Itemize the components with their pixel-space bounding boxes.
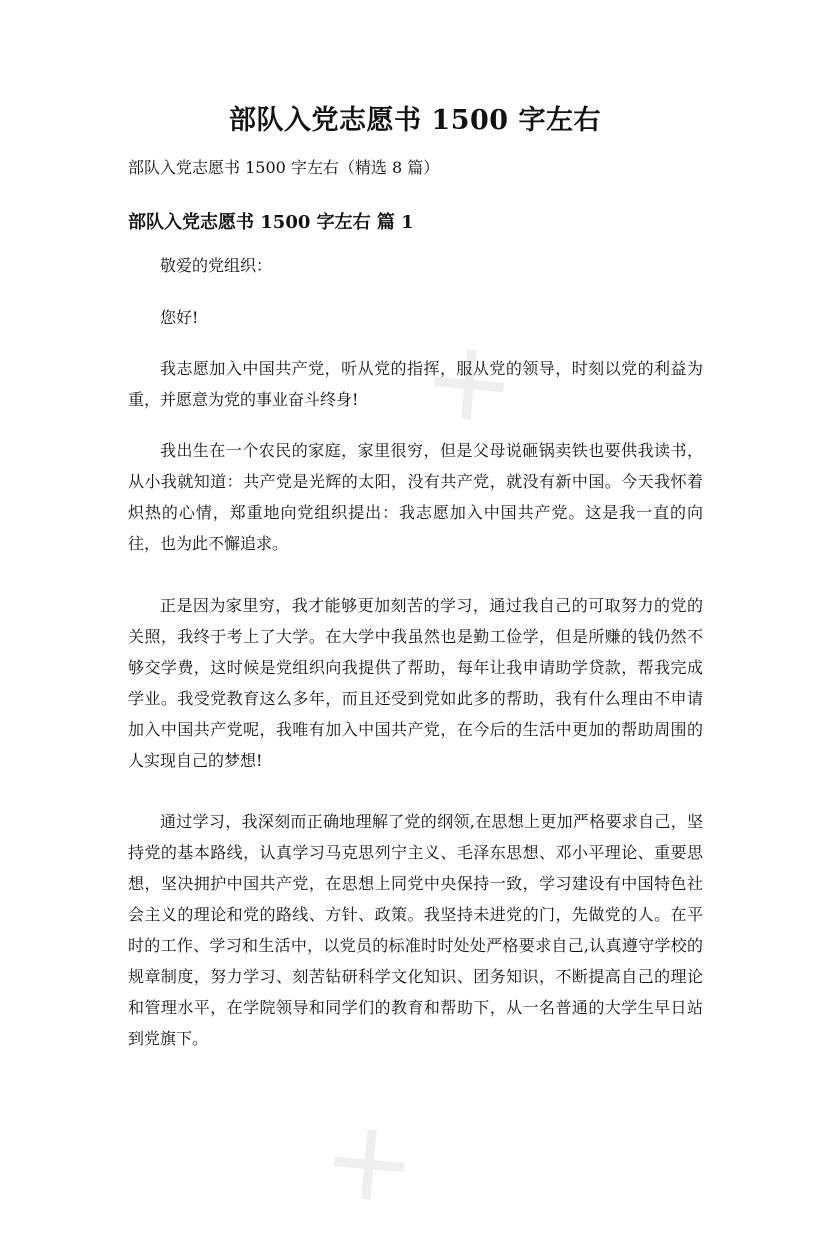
section-heading: 部队入党志愿书 1500 字左右 篇 1 [128,212,414,233]
body-paragraph: 我出生在一个农民的家庭，家里很穷，但是父母说砸锅卖铁也要供我读书，从小我就知道：共产党是光辉的太阳，没有共产党，就没有新中国。今天我怀着炽热的心情，郑重地向党组织提出：我志愿加入中国共产党。这是我一直的向往，也为此不懈追求。 [128,441,703,553]
greeting-line: 敬爱的党组织： [160,256,273,275]
page-title: 部队入党志愿书 1500 字左右 [229,105,601,136]
body-paragraph: 通过学习，我深刻而正确地理解了党的纲领,在思想上更加严格要求自己，坚持党的基本路线，认真学习马克思列宁主义、毛泽东思想、邓小平理论、重要思想，坚决拥护中国共产党，在思想上同党中央保持一致，学习建设有中国特色社会主义的理论和党的路线、方针、政策。我坚持未进党的门，先做党的人。在平时的工作、学习和生活中，以党员的标准时时处处严格要求自己,认真遵守学校的规章制度，努力学习、刻苦钻研科学文化知识、团务知识，不断提高自己的理论和管理水平，在学院领导和同学们的教育和帮助下，从一名普通的大学生早日站到党旗下。 [128,812,703,1048]
watermark: ✕ [303,1097,438,1235]
salutation-line: 您好! [160,308,199,327]
body-paragraph: 我志愿加入中国共产党，听从党的指挥，服从党的领导，时刻以党的利益为重，并愿意为党的事业奋斗终身! [128,359,703,409]
watermark: ✕ [403,317,538,455]
body-paragraph: 正是因为家里穷，我才能够更加刻苦的学习，通过我自己的可取努力的党的关照，我终于考上了大学。在大学中我虽然也是勤工俭学，但是所赚的钱仍然不够交学费，这时候是党组织向我提供了帮助，每年让我申请助学贷款，帮我完成学业。我受党教育这么多年，而且还受到党如此多的帮助，我有什么理由不申请加入中国共产党呢，我唯有加入中国共产党，在今后的生活中更加的帮助周围的人实现自己的梦想! [128,596,703,770]
document-subtitle: 部队入党志愿书 1500 字左右（精选 8 篇） [128,158,440,177]
